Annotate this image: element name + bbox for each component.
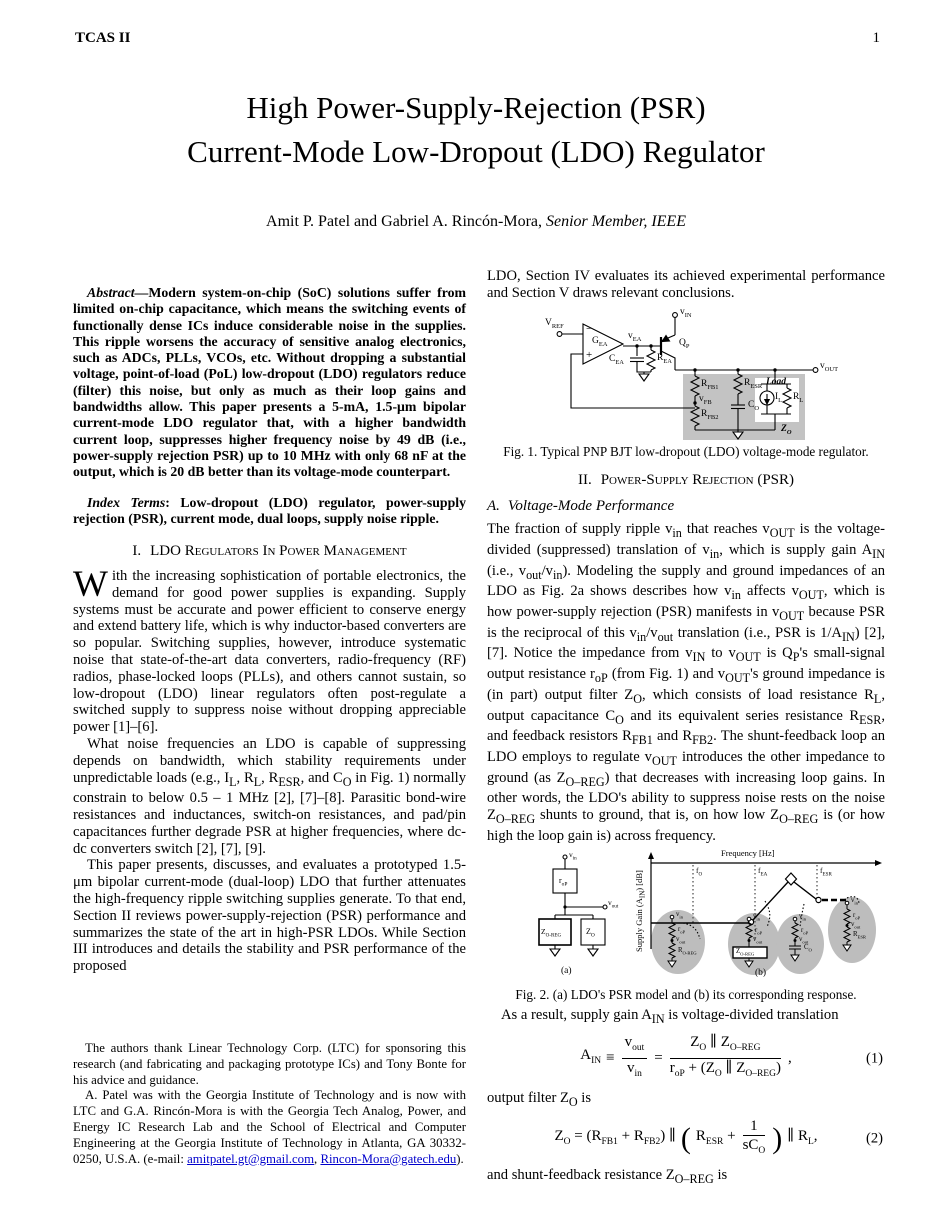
eq2-open-paren: (: [680, 1121, 691, 1155]
section-2-title: Power-Supply Rejection (PSR): [600, 471, 795, 488]
eq2-lhs: $Z_O = (R_{FB1} + R_{FB2})$ ∥: [554, 1127, 676, 1147]
figure-2: [533, 849, 893, 985]
fig2b-e2-vout: $v_{out}$: [753, 935, 763, 944]
subsection-a-heading: [487, 498, 885, 515]
abstract: [73, 285, 466, 481]
fig2b-e3-vin: $v_{in}$: [799, 912, 806, 921]
fig1-label-rea: $R_{EA}$: [657, 352, 672, 365]
eq1-f2-num: $Z_O$ ∥ $Z_{O-REG}$: [670, 1034, 781, 1059]
fig2-sublabel-a: (a): [561, 965, 572, 976]
eq1-lhs: $A_{IN}$: [580, 1047, 602, 1067]
fig2a-label-vout: $v_{out}$: [608, 897, 619, 910]
fig1-label-cea: $C_{EA}$: [609, 353, 624, 366]
fig2b-e2-zoreg: $Z_{O-REG}$: [736, 947, 755, 956]
figure-1: [545, 308, 845, 442]
fig2-sublabel-b: (b): [755, 967, 767, 978]
page-number: 1: [872, 30, 880, 46]
fig1-label-vin: $v_{IN}$: [680, 306, 692, 319]
fig1-label-co: $C_O$: [748, 399, 760, 412]
eq1-fraction-impedance: [670, 1034, 781, 1083]
eq1-f1-den: $v_{in}$: [626, 1060, 642, 1080]
section-1-heading: [73, 543, 466, 560]
journal-header: TCAS II: [75, 30, 131, 46]
fig2b-gain-axis-label: Supply Gain $(A_{IN})$ [dB]: [634, 869, 647, 952]
fig1-label-rfb1: $R_{FB1}$: [701, 378, 719, 391]
fig1-label-rfb2: $R_{FB2}$: [701, 408, 719, 421]
fig2b-e3-rop: $r_{oP}$: [801, 926, 809, 935]
fig1-label-resr: $R_{ESR}$: [744, 377, 763, 390]
eq2-close-paren: ): [772, 1121, 783, 1155]
section-2-number: II.: [577, 471, 592, 488]
fig1-amp-minus: −: [586, 322, 593, 335]
fig2b-frequency-axis-label: Frequency [Hz]: [721, 847, 775, 858]
footnote-block: [73, 1041, 466, 1167]
fig1-label-load: Load: [766, 376, 787, 387]
fig2b-label-fo: $f_O$: [696, 865, 703, 878]
figure-1-caption: Fig. 1. Typical PNP BJT low-dropout (LDO) voltage-mode regulator.: [503, 443, 869, 459]
fig2b-label-fesr: $f_{ESR}$: [820, 865, 832, 878]
section-2-heading: [487, 472, 885, 489]
author-line: [0, 213, 952, 231]
fig2b-e4-vin: $v_{in}$: [851, 896, 858, 905]
title-line-2: Current-Mode Low-Dropout (LDO) Regulator: [187, 134, 765, 169]
section-1-title: LDO Regulators In Power Management: [150, 543, 407, 560]
eq2-f-num: 1: [743, 1118, 766, 1137]
eq1-equiv-sign: ≡: [606, 1050, 615, 1067]
subsection-a-title: Voltage-Mode Performance: [507, 498, 675, 515]
equation-2: [487, 1118, 885, 1161]
fig1-label-vref: $V_{REF}$: [545, 317, 564, 330]
eq1-equals-sign: =: [654, 1050, 663, 1067]
footnote-separator: ,: [314, 1151, 321, 1166]
fig2b-e3-vout: $v_{out}$: [799, 935, 809, 944]
fig2b-e3-co: $C_O$: [804, 943, 812, 952]
author-membership: Senior Member, IEEE: [546, 213, 686, 230]
fig1-label-rl: $R_L$: [793, 391, 804, 404]
overview-paragraph: This paper presents, discusses, and evaluates a prototyped 1.5-μm bipolar current-mode (dual-loop) LDO that further attenuates the high-frequency ripple switching supplies generate. To that end, Section II reviews power-supply-rejection (PSR) performance and summarizes the state of the art in high-PSR LDOs. While Section III introduces and details the stability and PSR performance of the proposed: [73, 857, 466, 975]
eq1-comma: ,: [787, 1050, 792, 1067]
email-link-rincon-mora[interactable]: Rincon-Mora@gatech.edu: [320, 1151, 457, 1166]
fig2a-label-vin: $v_{in}$: [569, 849, 577, 862]
footnote-affiliation: [73, 1088, 466, 1167]
eq2-tail: ∥ $R_L$,: [787, 1127, 818, 1147]
noise-paragraph: What noise frequencies an LDO is capable of suppressing depends on bandwidth, which stability requirements under unpredictable loads (e.g., $I_L$, $R_L$, $R_{ESR}$, and $C_O$ in Fig. 1) normally constrain to below 0.5 – 1 MHz [2], [7]–[8]. Parasitic bond-wire resistances and inductances, switch-on resistances, and pad/pin capacitances further degrade PSR at higher frequencies, where dc-dc converters switch [2], [7], [9].: [73, 735, 466, 857]
fig1-label-qp: $Q_P$: [679, 337, 690, 350]
eq2-f-den: $sC_O$: [742, 1137, 766, 1157]
figure-2-graphic: [533, 849, 893, 985]
fig2b-e1-vout: $v_{out}$: [676, 935, 686, 944]
footnote-thanks: The authors thank Linear Technology Corp. (LTC) for sponsoring this research (and fabricating and packaging prototype ICs) and Tony Bonte for his advice and guidance.: [73, 1040, 466, 1087]
eq2-fraction: [743, 1118, 766, 1161]
fig2b-e4-resr: $R_{ESR}$: [853, 930, 867, 939]
eq1-number: (1): [865, 1050, 883, 1067]
fig1-label-vfb: $v_{FB}$: [699, 393, 712, 406]
eq1-f1-num: $v_{out}$: [622, 1034, 648, 1059]
fig2b-e1-vin: $v_{in}$: [676, 910, 683, 919]
fig1-label-vout: $v_{OUT}$: [820, 360, 839, 373]
equation-1: [487, 1034, 885, 1083]
result-paragraph: As a result, supply gain $A_{IN}$ is voltage-divided translation: [501, 1006, 839, 1026]
abstract-lead: Abstract: [87, 285, 135, 300]
right-column: [487, 268, 885, 1188]
fig2b-e4-rop: $r_{oP}$: [853, 911, 861, 920]
title-line-1: High Power-Supply-Rejection (PSR): [246, 90, 706, 125]
eq2-inner: $R_{ESR}$ +: [695, 1127, 736, 1147]
abstract-text: —Modern system-on-chip (SoC) solutions suffer from limited on-chip capacitance, which means the switching events of functionally dense ICs induce considerable noise in the supplies. This ripple worsens the accuracy of sensitive analog electronics, such as ADCs, PLLs, VCOs, etc. Without dropping a substantial voltage, point-of-load (PoL) low-dropout (LDO) regulators reduce (filter) this noise, but only as much as their loop gains and bandwidths allow. This paper presents a 5-mA, 1.5-μm bipolar current-mode LDO regulator that, with a higher bandwidth current loop, suppresses higher frequency noise by 49 dB (i.e., power-supply rejection PSR) up to 10 MHz with only 68 nF at the output, which is 20 dB better than its voltage-mode counterpart.: [73, 285, 466, 480]
fig2a-label-zo: $Z_O$: [586, 926, 595, 939]
fig2b-e2-rop: $r_{oP}$: [755, 926, 763, 935]
eq1-fraction-voltage: [622, 1034, 648, 1083]
fig1-label-il: $I_L$: [775, 391, 783, 404]
fig2b-label-fea: $f_{EA}$: [758, 865, 768, 878]
drop-cap: W: [73, 563, 108, 605]
fig2a-label-rop: $r_{oP}$: [559, 875, 568, 888]
eq1-f2-den: $r_{oP} + (Z_O$ ∥ $Z_{O-REG}$): [669, 1060, 781, 1080]
footnote-close: ).: [456, 1151, 464, 1166]
shunt-feedback-paragraph: and shunt-feedback resistance $Z_{O-REG}$ is: [487, 1167, 728, 1187]
footnote-affiliation-text: A. Patel was with the Georgia Institute of Technology and is now with LTC and G.A. Rincón-Mora is with the Georgia Tech Analog, Power, and Energy IC Research Lab and the School of Electrical and Computer Engineering at the Georgia Institute of Technology in Atlanta, GA 30332-0250, U.S.A. (e-mail:: [73, 1088, 466, 1166]
fig1-amp-plus: +: [586, 348, 593, 361]
figure-2-caption: Fig. 2. (a) LDO's PSR model and (b) its corresponding response.: [515, 986, 857, 1002]
eq2-number: (2): [865, 1130, 883, 1147]
output-filter-paragraph: output filter $Z_O$ is: [487, 1089, 592, 1109]
psr-paragraph: The fraction of supply ripple $v_{in}$ that reaches $v_{OUT}$ is the voltage-divided (suppressed) translation of $v_{in}$, which is supply gain $A_{IN}$ (i.e., $v_{out}/v_{in}$). Modeling the supply and ground impedances of an LDO as Fig. 2a shows describes how $v_{in}$ affects $v_{OUT}$, which is how power-supply rejection (PSR) manifests in $v_{OUT}$ because PSR is the reciprocal of this $v_{in}/v_{out}$ translation (i.e., PSR is $1/A_{IN}$) [2], [7]. Notice the impedance from $v_{IN}$ to $v_{OUT}$ is $Q_P's$ small-signal output resistance $r_{oP}$ (from Fig. 1) and $v_{OUT}'s$ ground impedance is (in part) output filter $Z_O$, which consists of load resistance $R_L$, output capacitance $C_O$ and its equivalent series resistance $R_{ESR}$, and feedback resistors $R_{FB1}$ and $R_{FB2}$. The shunt-feedback loop an LDO employs to regulate $v_{OUT}$ introduces the other impedance to ground (as $Z_{O-REG}$) that decreases with increasing loop gains. In other words, the LDO's ability to suppress noise rests on the noise $Z_{O-REG}$ shunts to ground, that is, on how low $Z_{O-REG}$ is (or how high the loop gain is) across frequency.: [487, 521, 886, 844]
author-names: Amit P. Patel and Gabriel A. Rincón-Mora,: [266, 213, 546, 230]
fig2b-e1-roreg: $R_{O-REG}$: [678, 946, 697, 955]
fig2b-e4-vout: $v_{out}$: [851, 920, 861, 929]
fig1-label-gea: $G_{EA}$: [592, 335, 608, 348]
fig2b-e1-rop: $r_{oP}$: [678, 925, 686, 934]
subsection-a-number: A.: [487, 498, 500, 515]
fig2b-e2-vin: $v_{in}$: [753, 912, 760, 921]
left-column: [73, 285, 466, 1167]
index-terms-lead: Index Terms: [87, 494, 166, 510]
index-terms-text: : Low-dropout (LDO) regulator, power-supply rejection (PSR), current mode, dual loops, supply noise ripple.: [73, 494, 466, 526]
email-link-amitpatel[interactable]: amitpatel.gt@gmail.com: [187, 1151, 315, 1166]
paper-title: [0, 86, 952, 174]
fig2a-label-zoreg: $Z_{O-REG}$: [541, 926, 562, 939]
section-1-number: I.: [132, 543, 142, 560]
continuation-paragraph: LDO, Section IV evaluates its achieved experimental performance and Section V draws relevant conclusions.: [487, 268, 885, 301]
index-terms: [73, 495, 466, 528]
fig1-label-zo: $Z_O$: [781, 423, 792, 436]
intro-paragraph-text: ith the increasing sophistication of portable electronics, the demand for good power supplies is expanding. Supply systems must be accurate and power efficient to conserve energy and extend battery life, which is why inductor-based converters are so popular. Switching supplies, however, introduce systematic noise that state-of-the-art data converters, radio-frequency (RF) radios, phase-locked loops (PLLs), and others cannot sustain, so low-dropout (LDO) linear regulators often post-regulate a switched supply to suppress noise without dropping appreciable power [1]–[6].: [73, 567, 466, 736]
fig1-label-vea: $v_{EA}$: [628, 330, 642, 343]
intro-paragraph: [73, 563, 466, 736]
